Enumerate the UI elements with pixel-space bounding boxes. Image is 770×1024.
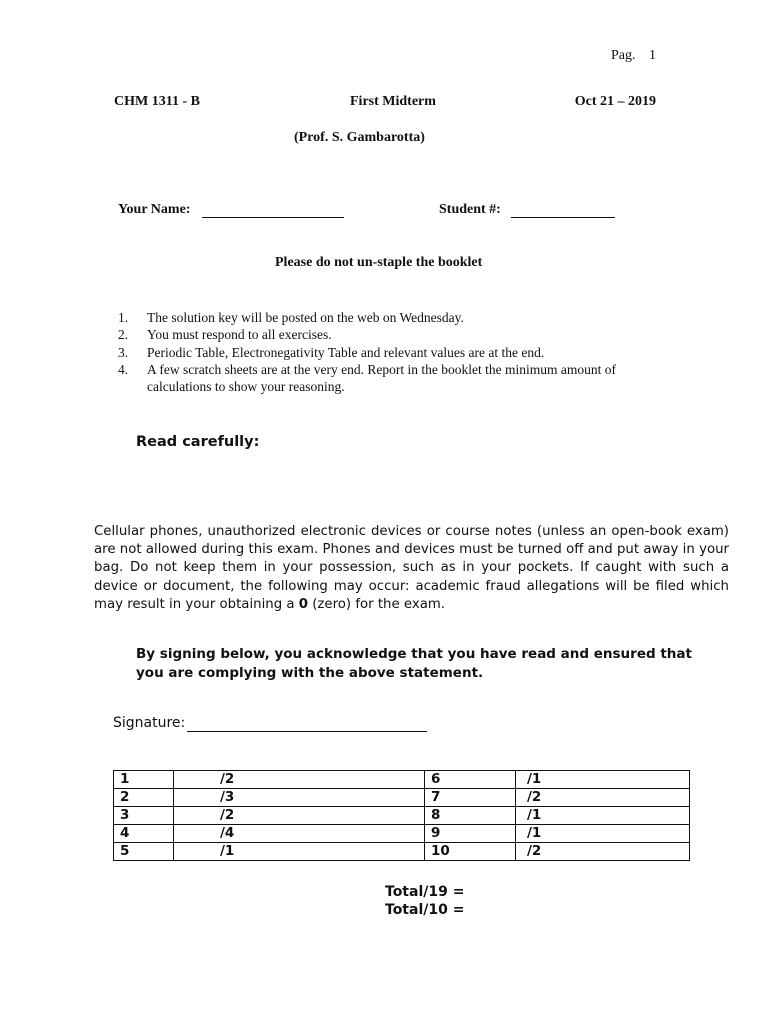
question-max-score: /1 xyxy=(516,771,690,789)
question-max-score: /3 xyxy=(174,789,425,807)
course-code: CHM 1311 - B xyxy=(114,94,200,109)
page-number-value: 1 xyxy=(649,48,656,63)
name-label: Your Name: xyxy=(118,202,191,217)
policy-text: Cellular phones, unauthorized electronic devices or course notes (unless an open-book exam) are not allowed during this exam. Phones and devices must be turned off and put away in your bag. Do not keep them in your possession, such as in your pockets. If caught with such a device or document, the following may occur: academic fraud allegations will be filed which may result in your obtaining a xyxy=(94,524,729,612)
list-item-text: Periodic Table, Electronegativity Table and relevant values are at the end. xyxy=(147,344,545,360)
table-row xyxy=(114,807,690,825)
exam-date: Oct 21 – 2019 xyxy=(574,94,656,109)
professor-name: (Prof. S. Gambarotta) xyxy=(294,130,425,145)
device-policy-paragraph xyxy=(94,523,729,614)
exam-title: First Midterm xyxy=(350,94,436,109)
page-number xyxy=(611,48,656,64)
name-field[interactable] xyxy=(202,217,344,218)
table-row xyxy=(114,843,690,861)
instructions-list xyxy=(118,309,678,395)
question-max-score: /1 xyxy=(516,807,690,825)
list-item-text: You must respond to all exercises. xyxy=(147,327,332,343)
list-item xyxy=(118,326,678,343)
student-number-label: Student #: xyxy=(439,202,501,217)
question-max-score: /2 xyxy=(516,843,690,861)
list-item-number: 3. xyxy=(118,344,129,360)
list-item xyxy=(118,344,678,361)
list-item-number: 2. xyxy=(118,327,129,343)
question-number: 8 xyxy=(425,807,516,825)
table-row xyxy=(114,771,690,789)
question-number: 6 xyxy=(425,771,516,789)
list-item-number: 4. xyxy=(118,361,129,377)
list-item-text: A few scratch sheets are at the very end. Report in the booklet the minimum amount of calculations to show your reasoning. xyxy=(147,361,616,395)
question-number: 10 xyxy=(425,843,516,861)
list-item-text: The solution key will be posted on the web on Wednesday. xyxy=(147,310,464,325)
acknowledgement-statement: By signing below, you acknowledge that you have read and ensured that you are complying with the above statement. xyxy=(136,646,692,681)
table-row xyxy=(114,825,690,843)
question-max-score: /4 xyxy=(174,825,425,843)
question-max-score: /1 xyxy=(174,843,425,861)
question-number: 5 xyxy=(114,843,174,861)
list-item xyxy=(118,361,678,396)
policy-zero-value: 0 xyxy=(298,596,309,612)
read-carefully-heading: Read carefully: xyxy=(136,434,260,450)
student-number-field[interactable] xyxy=(511,217,615,218)
page-number-label: Pag. xyxy=(611,48,636,63)
question-max-score: /2 xyxy=(174,771,425,789)
question-max-score: /1 xyxy=(516,825,690,843)
signature-field[interactable] xyxy=(187,731,427,732)
question-max-score: /2 xyxy=(516,789,690,807)
staple-notice: Please do not un-staple the booklet xyxy=(275,255,483,270)
question-max-score: /2 xyxy=(174,807,425,825)
question-number: 9 xyxy=(425,825,516,843)
question-number: 1 xyxy=(114,771,174,789)
question-number: 4 xyxy=(114,825,174,843)
question-number: 3 xyxy=(114,807,174,825)
signature-label: Signature: xyxy=(113,715,186,731)
total-19-label: Total/19 = xyxy=(385,884,465,900)
score-table xyxy=(113,770,690,861)
table-row xyxy=(114,789,690,807)
question-number: 2 xyxy=(114,789,174,807)
question-number: 7 xyxy=(425,789,516,807)
list-item-number: 1. xyxy=(118,310,129,325)
total-10-label: Total/10 = xyxy=(385,902,465,918)
policy-text-end: (zero) for the exam. xyxy=(308,596,446,612)
list-item xyxy=(118,309,678,326)
